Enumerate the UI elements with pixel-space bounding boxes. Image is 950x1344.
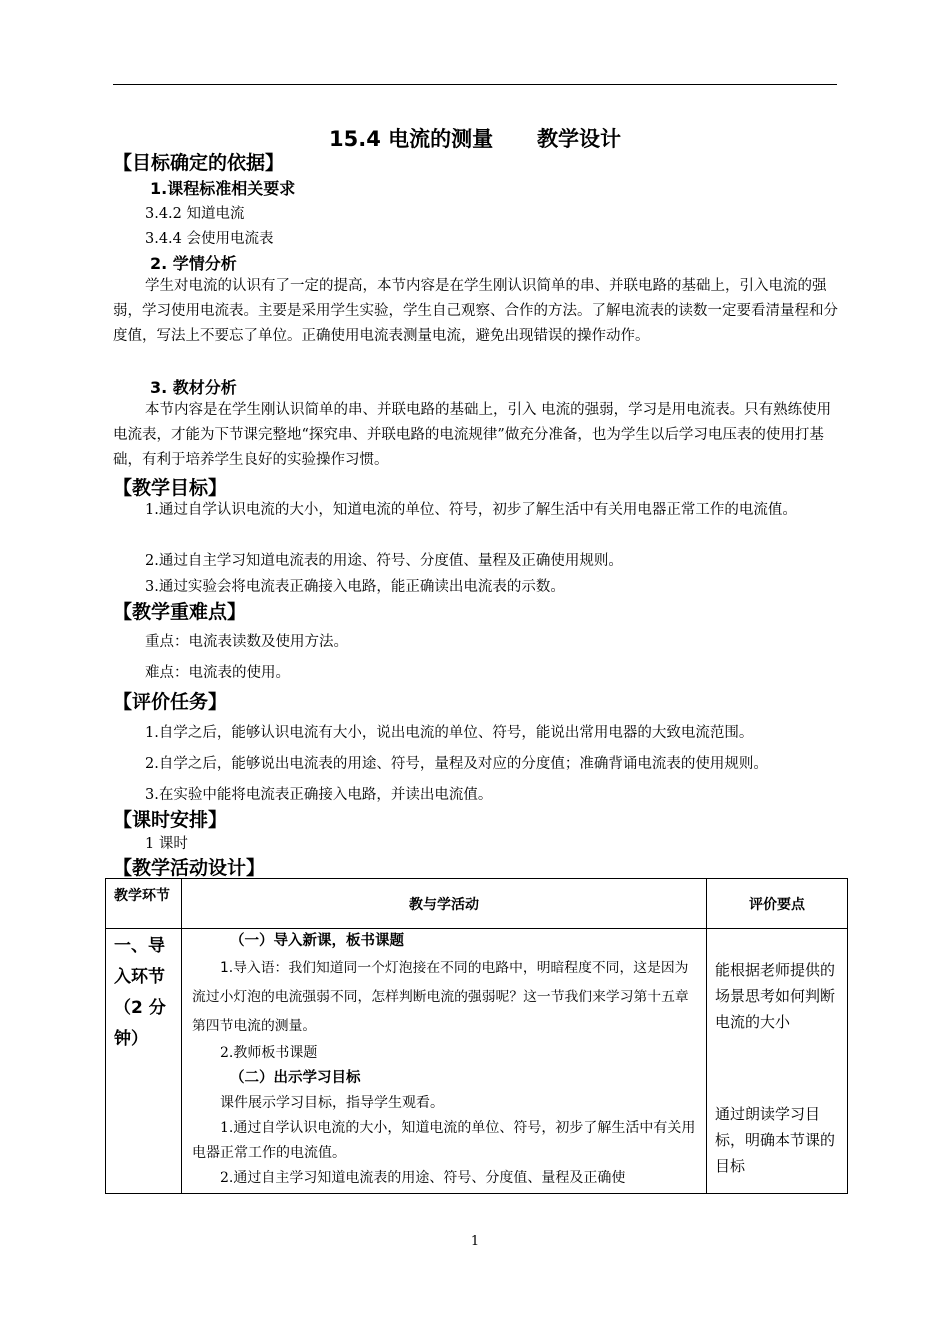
goal-item-1: 1.通过自学认识电流的大小，知道电流的单位、符号，初步了解生活中有关用电器正常工作的电流值。 — [145, 502, 797, 518]
subheading-student-analysis: 2. 学情分析 — [150, 254, 237, 273]
activity-board-title: 2.教师板书课题 — [220, 1045, 318, 1061]
section-heading-goals: 【教学目标】 — [113, 477, 228, 499]
goal-item-2: 2.通过自主学习知道电流表的用途、符号、分度值、量程及正确使用规则。 — [145, 553, 623, 569]
section-heading-basis: 【目标确定的依据】 — [113, 152, 285, 174]
material-analysis-text: 本节内容是在学生刚认识简单的串、并联电路的基础上，引入 电流的强弱，学习是用电流表。只有熟练使用电流表，才能为下节课完整地“探究串、并联电路的电流规律”做充分准备，也为学生以后学习电压表的使用打基础，有利于培养学生良好的实验操作习惯。 — [113, 402, 832, 468]
student-analysis-text: 学生对电流的认识有了一定的提高，本节内容是在学生刚认识简单的串、并联电路的基础上，引入电流的强弱，学习使用电流表。主要是采用学生实验，学生自己观察、合作的方法。了解电流表的读数一定要看清量程和分度值，写法上不要忘了单位。正确使用电流表测量电流，避免出现错误的操作动作。 — [113, 278, 838, 344]
subheading-curriculum: 1.课程标准相关要求 — [150, 179, 296, 198]
section-heading-activity: 【教学活动设计】 — [113, 857, 266, 879]
activity-heading-2: （二）出示学习目标 — [230, 1070, 361, 1086]
eval-task-3: 3.在实验中能将电流表正确接入电路，并读出电流值。 — [145, 787, 493, 803]
table-header-row — [106, 879, 848, 929]
activity-heading-1: （一）导入新课，板书课题 — [230, 933, 404, 949]
activity-goal-2: 2.通过自主学习知道电流表的用途、符号、分度值、量程及正确使 — [220, 1170, 626, 1186]
header-activity: 教与学活动 — [182, 879, 707, 929]
activity-intro-speech: 1.导入语：我们知道同一个灯泡接在不同的电路中，明暗程度不同，这是因为流过小灯泡的电流强弱不同，怎样判断电流的强弱呢？这一节我们来学习第十五章第四节电流的测量。 — [192, 960, 689, 1034]
section-heading-schedule: 【课时安排】 — [113, 809, 228, 831]
section-heading-key-points: 【教学重难点】 — [113, 601, 247, 623]
stage-intro: 一、导入环节（2 分钟） — [106, 929, 182, 1194]
key-focus: 重点：电流表读数及使用方法。 — [145, 634, 348, 650]
goal-item-3: 3.通过实验会将电流表正确接入电路，能正确读出电流表的示数。 — [145, 579, 565, 595]
header-eval: 评价要点 — [707, 879, 848, 929]
header-stage: 教学环节 — [106, 879, 182, 929]
section-heading-eval-tasks: 【评价任务】 — [113, 691, 228, 713]
document-title: 15.4 电流的测量 教学设计 — [329, 127, 621, 151]
activity-show-goals: 课件展示学习目标，指导学生观看。 — [220, 1095, 444, 1111]
subheading-material-analysis: 3. 教材分析 — [150, 378, 237, 397]
table-row — [106, 929, 848, 1194]
standard-item-2: 3.4.4 会使用电流表 — [145, 231, 274, 247]
activity-intro — [182, 929, 707, 1194]
standard-item-1: 3.4.2 知道电流 — [145, 206, 245, 222]
eval-task-1: 1.自学之后，能够认识电流有大小，说出电流的单位、符号，能说出常用电器的大致电流范围。 — [145, 725, 754, 741]
eval-intro — [707, 929, 848, 1194]
schedule-value: 1 课时 — [145, 836, 188, 852]
header-rule — [113, 84, 837, 85]
eval-point-1: 能根据老师提供的场景思考如何判断电流的大小 — [715, 961, 836, 1031]
activity-table — [105, 878, 848, 1194]
activity-goal-1: 1.通过自学认识电流的大小，知道电流的单位、符号，初步了解生活中有关用电器正常工作的电流值。 — [192, 1120, 696, 1161]
eval-task-2: 2.自学之后，能够说出电流表的用途、符号，量程及对应的分度值；准确背诵电流表的使用规则。 — [145, 756, 768, 772]
page-number: 1 — [470, 1234, 480, 1249]
eval-point-2: 通过朗读学习目标，明确本节课的目标 — [715, 1105, 836, 1175]
key-difficulty: 难点：电流表的使用。 — [145, 665, 290, 681]
